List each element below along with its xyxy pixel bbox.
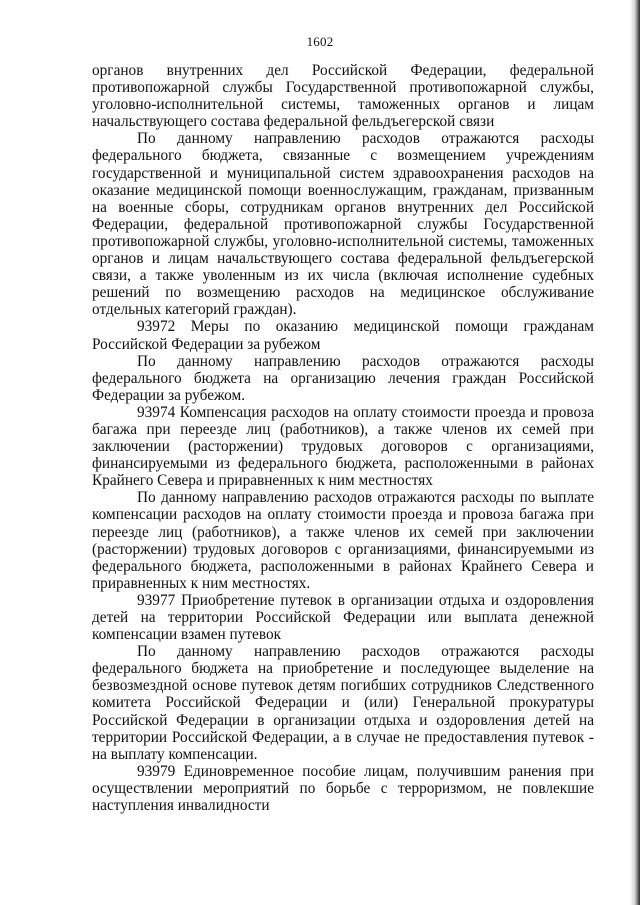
page-number: 1602: [306, 34, 334, 49]
paragraph-description: По данному направлению расходов отражаются расходы федерального бюджета на приобретение и последующее выделение на безвозмездной основе путевок детям погибших сотрудников Следственного комитета Российской Федерации и (или) Генеральной прокуратуры Российской Федерации в организации отдыха и оздоровления детей на территории Российской Федерации, а в случае не предоставления путевок - на выплату компенсации.: [92, 643, 594, 763]
section-heading-93972: 93972 Меры по оказанию медицинской помощи гражданам Российской Федерации за рубежом: [92, 318, 594, 353]
paragraph-description: По данному направлению расходов отражаются расходы по выплате компенсации расходов на оплату стоимости проезда и провоза багажа при переезде лиц (работников), а также членов их семей при заключении (расторжении) трудовых договоров с организациями, финансируемыми из федерального бюджета, расположенными в районах Крайнего Севера и приравненных к ним местностях.: [92, 489, 594, 592]
paragraph-description: По данному направлению расходов отражаются расходы федерального бюджета на организацию лечения граждан Российской Федерации за рубежом.: [92, 352, 594, 404]
section-heading-93979: 93979 Единовременное пособие лицам, получившим ранения при осуществлении мероприятий по борьбе с терроризмом, не повлекшие наступления инвалидности: [92, 762, 594, 815]
document-body: [92, 62, 594, 814]
paragraph-description: По данному направлению расходов отражаются расходы федерального бюджета, связанные с возмещением учреждениям государственной и муниципальной систем здравоохранения расходов на оказание медицинской помощи военнослужащим, гражданам, призванным на военные сборы, сотрудникам органов внутренних дел Российской Федерации, федеральной противопожарной службы Государственной противопожарной службы, уголовно-исполнительной системы, таможенных органов и лицам начальствующего состава федеральной фельдъегерской связи, а также уволенным из их числа (включая исполнение судебных решений по возмещению расходов на медицинское обслуживание отдельных категорий граждан).: [92, 130, 594, 319]
scan-edge-shadow: [630, 0, 640, 905]
paragraph-continuation: органов внутренних дел Российской Федерации, федеральной противопожарной службы Государственной противопожарной службы, уголовно-исполнительной системы, таможенных органов и лицам начальствующего состава федеральной фельдъегерской связи: [92, 62, 594, 131]
section-heading-93977: 93977 Приобретение путевок в организации отдыха и оздоровления детей на территории Российской Федерации или выплата денежной компенсации взамен путевок: [92, 591, 594, 644]
section-heading-93974: 93974 Компенсация расходов на оплату стоимости проезда и провоза багажа при переезде лиц (работников), а также членов их семей при заключении (расторжении) трудовых договоров с организациями, финансируемыми из федерального бюджета, расположенными в районах Крайнего Севера и приравненных к ним местностях: [92, 403, 594, 490]
